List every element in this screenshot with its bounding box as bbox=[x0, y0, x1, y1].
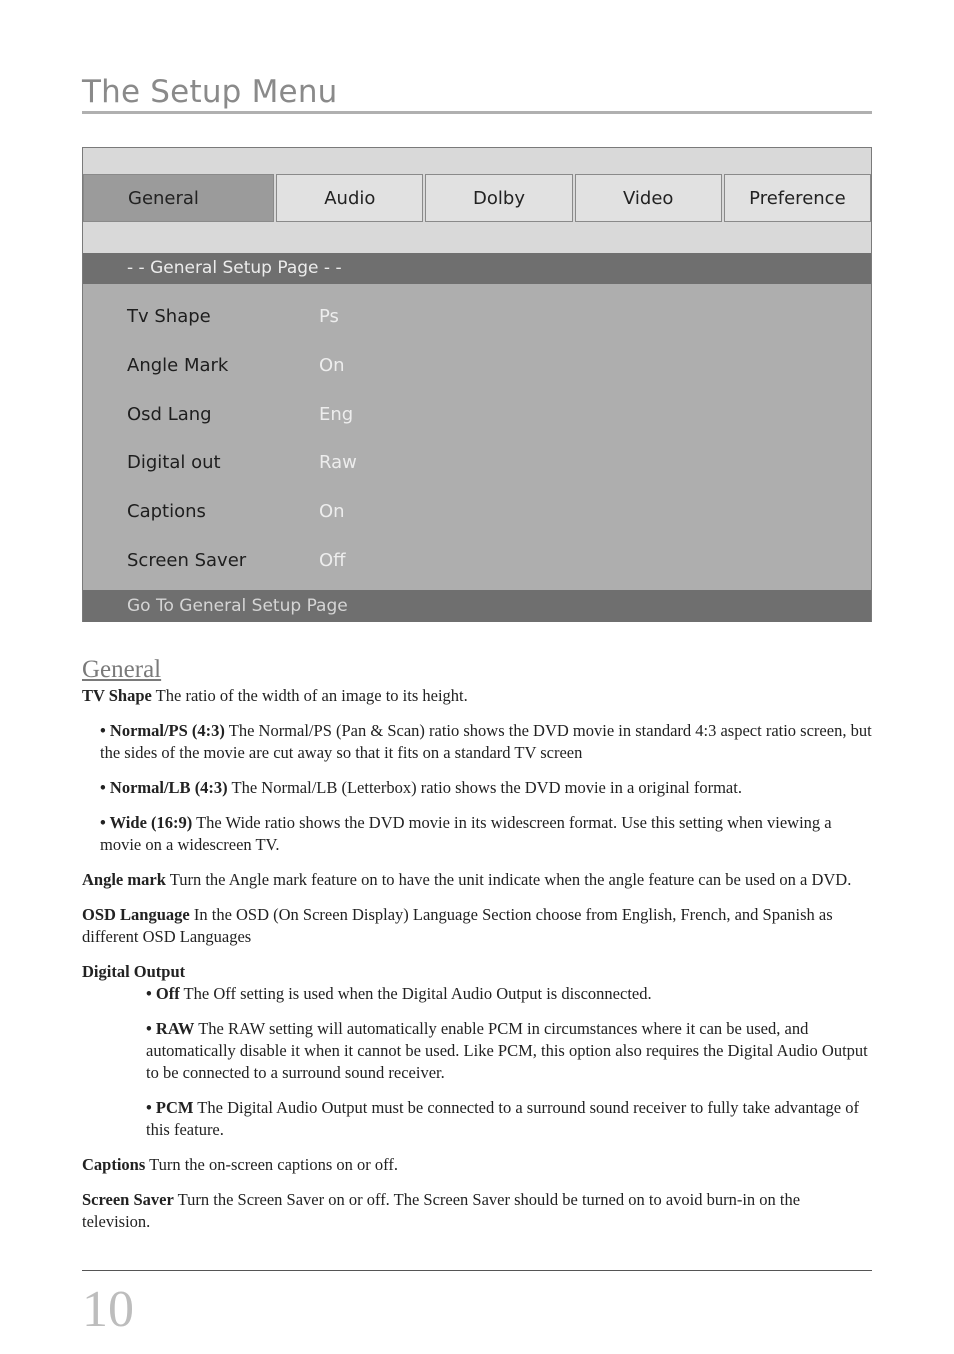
menu-status-footer: Go To General Setup Page bbox=[83, 590, 871, 622]
wide-paragraph bbox=[82, 812, 872, 856]
description: Turn the on-screen captions on or off. bbox=[145, 1155, 398, 1174]
term: • Normal/PS (4:3) bbox=[100, 721, 225, 740]
term: • Off bbox=[146, 984, 180, 1003]
term: Digital Output bbox=[82, 962, 186, 981]
title-rule bbox=[82, 111, 872, 114]
setup-menu-screen bbox=[82, 147, 872, 622]
term: • PCM bbox=[146, 1098, 194, 1117]
setting-value: Off bbox=[319, 550, 346, 571]
description: Turn the Screen Saver on or off. The Screen Saver should be turned on to avoid burn-in on the television. bbox=[82, 1190, 801, 1231]
tab-general[interactable]: General bbox=[83, 174, 274, 222]
setting-value: Raw bbox=[319, 452, 357, 473]
term: • Wide (16:9) bbox=[100, 813, 193, 832]
off-paragraph bbox=[82, 983, 872, 1005]
tab-video[interactable]: Video bbox=[575, 174, 722, 222]
osd-language-paragraph bbox=[82, 904, 872, 948]
setting-label: Tv Shape bbox=[127, 306, 211, 327]
description: The Normal/LB (Letterbox) ratio shows the DVD movie in a original format. bbox=[227, 778, 742, 797]
normal-ps-paragraph bbox=[82, 720, 872, 764]
captions-paragraph bbox=[82, 1154, 872, 1176]
normal-lb-paragraph bbox=[82, 777, 872, 799]
menu-tabs bbox=[83, 174, 871, 222]
setting-label: Captions bbox=[127, 501, 206, 522]
setting-value: Ps bbox=[319, 306, 339, 327]
document-body bbox=[82, 655, 872, 1233]
tab-audio[interactable]: Audio bbox=[276, 174, 423, 222]
setup-page-header: - - General Setup Page - - bbox=[83, 253, 871, 284]
description: The ratio of the width of an image to its height. bbox=[151, 686, 468, 705]
description: The Digital Audio Output must be connected to a surround sound receiver to fully take advantage of this feature. bbox=[146, 1098, 859, 1139]
setting-label: Osd Lang bbox=[127, 404, 212, 425]
term: TV Shape bbox=[82, 686, 152, 705]
digital-output-heading bbox=[82, 961, 872, 983]
term: OSD Language bbox=[82, 905, 190, 924]
screen-saver-paragraph bbox=[82, 1189, 872, 1233]
term: • Normal/LB (4:3) bbox=[100, 778, 228, 797]
setting-label: Digital out bbox=[127, 452, 221, 473]
raw-paragraph bbox=[82, 1018, 872, 1084]
description: The Off setting is used when the Digital Audio Output is disconnected. bbox=[179, 984, 652, 1003]
description: The Wide ratio shows the DVD movie in its widescreen format. Use this setting when viewing a movie on a widescreen TV. bbox=[100, 813, 832, 854]
tab-dolby[interactable]: Dolby bbox=[425, 174, 572, 222]
angle-mark-paragraph bbox=[82, 869, 872, 891]
setting-label: Angle Mark bbox=[127, 355, 229, 376]
term: Screen Saver bbox=[82, 1190, 174, 1209]
description: Turn the Angle mark feature on to have the unit indicate when the angle feature can be used on a DVD. bbox=[165, 870, 852, 889]
setting-value: On bbox=[319, 501, 345, 522]
menu-top-band bbox=[83, 148, 871, 174]
term: Captions bbox=[82, 1155, 146, 1174]
setting-value: Eng bbox=[319, 404, 354, 425]
menu-spacer-band bbox=[83, 222, 871, 253]
page-title: The Setup Menu bbox=[82, 74, 338, 110]
tv-shape-paragraph bbox=[82, 685, 872, 707]
tab-preference[interactable]: Preference bbox=[724, 174, 871, 222]
setting-value: On bbox=[319, 355, 345, 376]
setting-rows bbox=[83, 284, 871, 590]
pcm-paragraph bbox=[82, 1097, 872, 1141]
setting-label: Screen Saver bbox=[127, 550, 247, 571]
term: • RAW bbox=[146, 1019, 195, 1038]
footer-rule bbox=[82, 1270, 872, 1271]
page-number: 10 bbox=[82, 1281, 134, 1338]
description: In the OSD (On Screen Display) Language Section choose from English, French, and Spanish as different OSD Languages bbox=[82, 905, 833, 946]
description: The RAW setting will automatically enable PCM in circumstances where it can be used, and automatically disable it when it cannot be used. Like PCM, this option also requires the Digital Audio Output to be connected to a surround sound receiver. bbox=[146, 1019, 868, 1082]
description: The Normal/PS (Pan & Scan) ratio shows the DVD movie in standard 4:3 aspect ratio screen, but the sides of the movie are cut away so that it fits on a standard TV screen bbox=[100, 721, 872, 762]
term: Angle mark bbox=[82, 870, 166, 889]
section-heading: General bbox=[82, 656, 162, 683]
